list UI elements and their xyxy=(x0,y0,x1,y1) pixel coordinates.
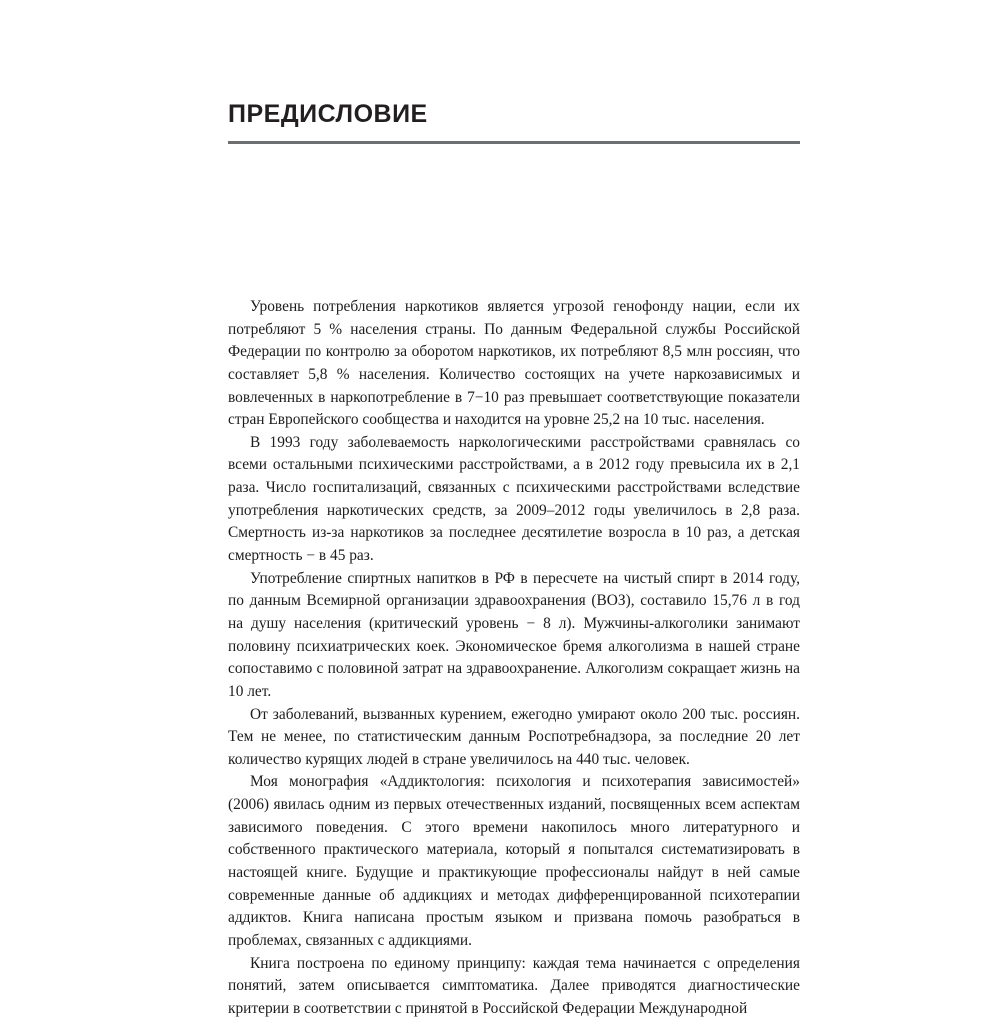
title-divider xyxy=(228,141,800,144)
paragraph: Употребление спиртных напитков в РФ в пересчете на чистый спирт в 2014 году, по данным Всемирной организации здравоохранения (ВОЗ), составило 15,76 л в год на душу населения (критический уровень − 8 л). Мужчины-алкоголики занимают половину психиатрических коек. Экономическое бремя алкоголизма в нашей стране сопоставимо с половиной затрат на здравоохранение. Алкоголизм сокращает жизнь на 10 лет. xyxy=(228,569,800,700)
paragraph: Книга построена по единому принципу: каждая тема начинается с определения понятий, затем описывается симптоматика. Далее приводятся диагностические критерии в соответствии с принятой в Российской Федерации Международной xyxy=(228,954,800,1017)
page-content xyxy=(228,100,800,1021)
paragraph: Уровень потребления наркотиков является угрозой генофонду нации, если их потребляют 5 % населения страны. По данным Федеральной службы Российской Федерации по контролю за оборотом наркотиков, их потребляют 8,5 млн россиян, что составляет 5,8 % населения. Количество состоящих на учете наркозависимых и вовлеченных в наркопотребление в 7−10 раз превышает соответствующие показатели стран Европейского сообщества и находится на уровне 25,2 на 10 тыс. населения. xyxy=(228,298,800,429)
paragraph: В 1993 году заболеваемость наркологическими расстройствами сравнялась со всеми остальными психическими расстройствами, а в 2012 году превысила их в 2,1 раза. Число госпитализаций, связанных с психическими расстройствами вследствие употребления наркотических средств, за 2009–2012 годы увеличилось в 2,8 раза. Смертность из-за наркотиков за последнее десятилетие возросла в 10 раз, а детская смертность − в 45 раз. xyxy=(228,433,800,565)
paragraph: От заболеваний, вызванных курением, ежегодно умирают около 200 тыс. россиян. Тем не менее, по статистическим данным Роспотребнадзора, за последние 20 лет количество курящих людей в стране увеличилось на 440 тыс. человек. xyxy=(228,705,800,768)
body-text xyxy=(228,296,800,1021)
page-title: ПРЕДИСЛОВИЕ xyxy=(228,100,428,128)
paragraph: Моя монография «Аддиктология: психология и психотерапия зависимостей» (2006) явилась одним из первых отечественных изданий, посвященных всем аспектам зависимого поведения. С этого времени накопилось много литературного и собственного практического материала, который я попытался систематизировать в настоящей книге. Будущие и практикующие профессионалы найдут в ней самые современные данные об аддикциях и методах дифференцированной психотерапии аддиктов. Книга написана простым языком и призвана помочь разобраться в проблемах, связанных с аддикциями. xyxy=(228,773,800,949)
